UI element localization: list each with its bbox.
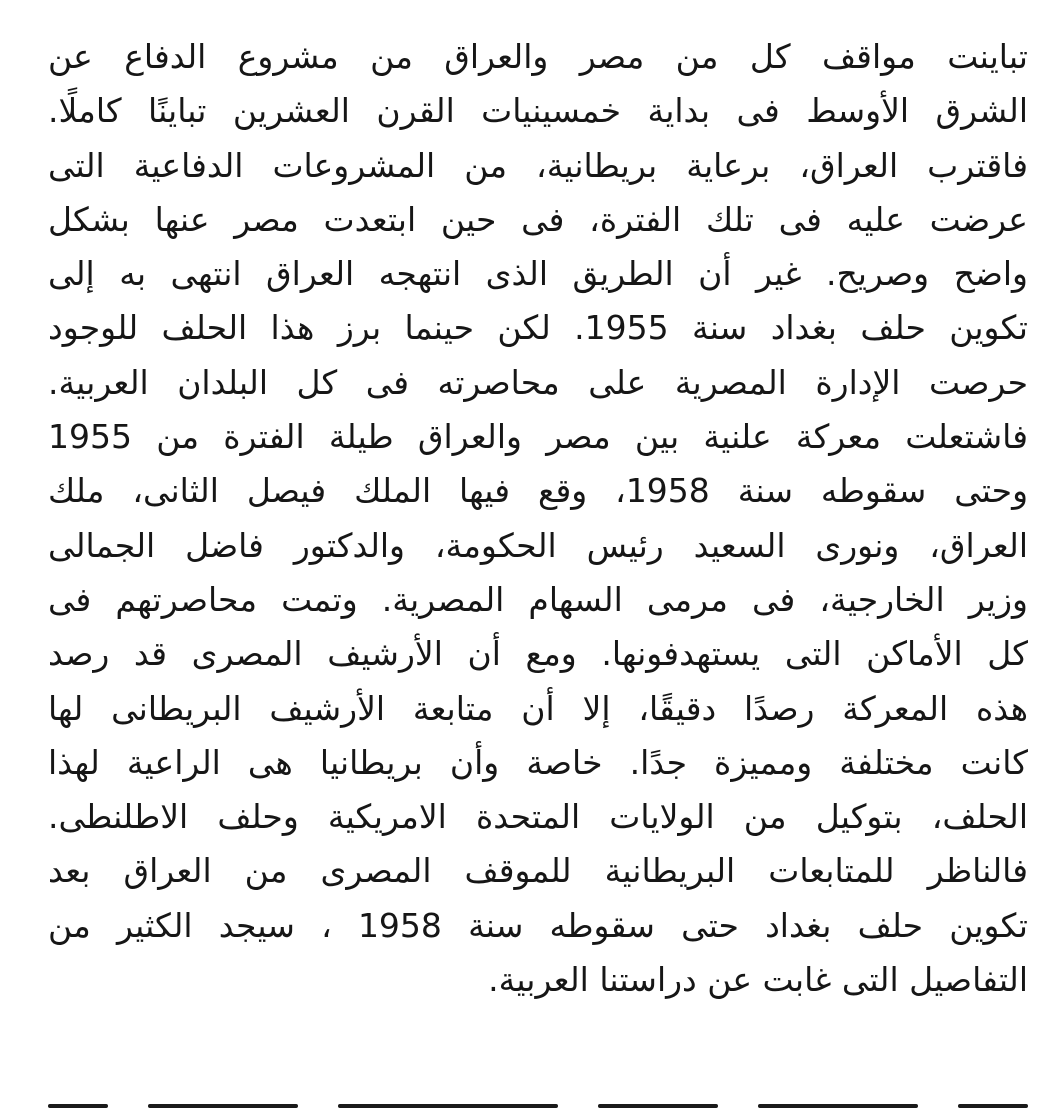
text-line: الشرق الأوسط فى بداية خمسينيات القرن العشرين تباينًا كاملًا.	[48, 91, 1028, 131]
cut-ink-4	[338, 1104, 558, 1108]
text-line: تكوين حلف بغداد حتى سقوطه سنة 1958 ، سيجد الكثير من	[48, 905, 1028, 945]
cut-ink-3	[598, 1104, 718, 1108]
text-line: كانت مختلفة ومميزة جدًا. خاصة وأن بريطانيا هى الراعية لهذا	[48, 742, 1028, 782]
text-line: حرصت الإدارة المصرية على محاصرته فى كل البلدان العربية.	[48, 362, 1028, 402]
cut-ink-6	[48, 1104, 108, 1108]
text-line: وحتى سقوطه سنة 1958، وقع فيها الملك فيصل الثانى، ملك	[48, 471, 1028, 511]
text-line: العراق، ونورى السعيد رئيس الحكومة، والدكتور فاضل الجمالى	[48, 525, 1028, 565]
text-line: كل الأماكن التى يستهدفونها. ومع أن الأرشيف المصرى قد رصد	[48, 634, 1028, 674]
text-line: تكوين حلف بغداد سنة 1955. لكن حينما برز هذا الحلف للوجود	[48, 308, 1028, 348]
cut-ink-2	[758, 1104, 918, 1108]
text-line: فاقترب العراق، برعاية بريطانية، من المشروعات الدفاعية التى	[48, 145, 1028, 185]
article-paragraph	[48, 30, 1028, 1007]
partial-next-line	[48, 1104, 1028, 1117]
text-line: عرضت عليه فى تلك الفترة، فى حين ابتعدت مصر عنها بشكل	[48, 199, 1028, 239]
text-line: هذه المعركة رصدًا دقيقًا، إلا أن متابعة الأرشيف البريطانى لها	[48, 688, 1028, 728]
text-line: فالناظر للمتابعات البريطانية للموقف المصرى من العراق بعد	[48, 851, 1028, 891]
cut-ink-1	[958, 1104, 1028, 1108]
text-line: وزير الخارجية، فى مرمى السهام المصرية. وتمت محاصرتهم فى	[48, 579, 1028, 619]
text-line: فاشتعلت معركة علنية بين مصر والعراق طيلة الفترة من 1955	[48, 417, 1028, 457]
cut-ink-5	[148, 1104, 298, 1108]
text-line: التفاصيل التى غابت عن دراستنا العربية.	[488, 960, 1028, 1000]
text-line: واضح وصريح. غير أن الطريق الذى انتهجه العراق انتهى به إلى	[48, 254, 1028, 294]
text-line: تباينت مواقف كل من مصر والعراق من مشروع الدفاع عن	[48, 37, 1028, 76]
text-line: الحلف، بتوكيل من الولايات المتحدة الامريكية وحلف الاطلنطى.	[48, 797, 1028, 837]
